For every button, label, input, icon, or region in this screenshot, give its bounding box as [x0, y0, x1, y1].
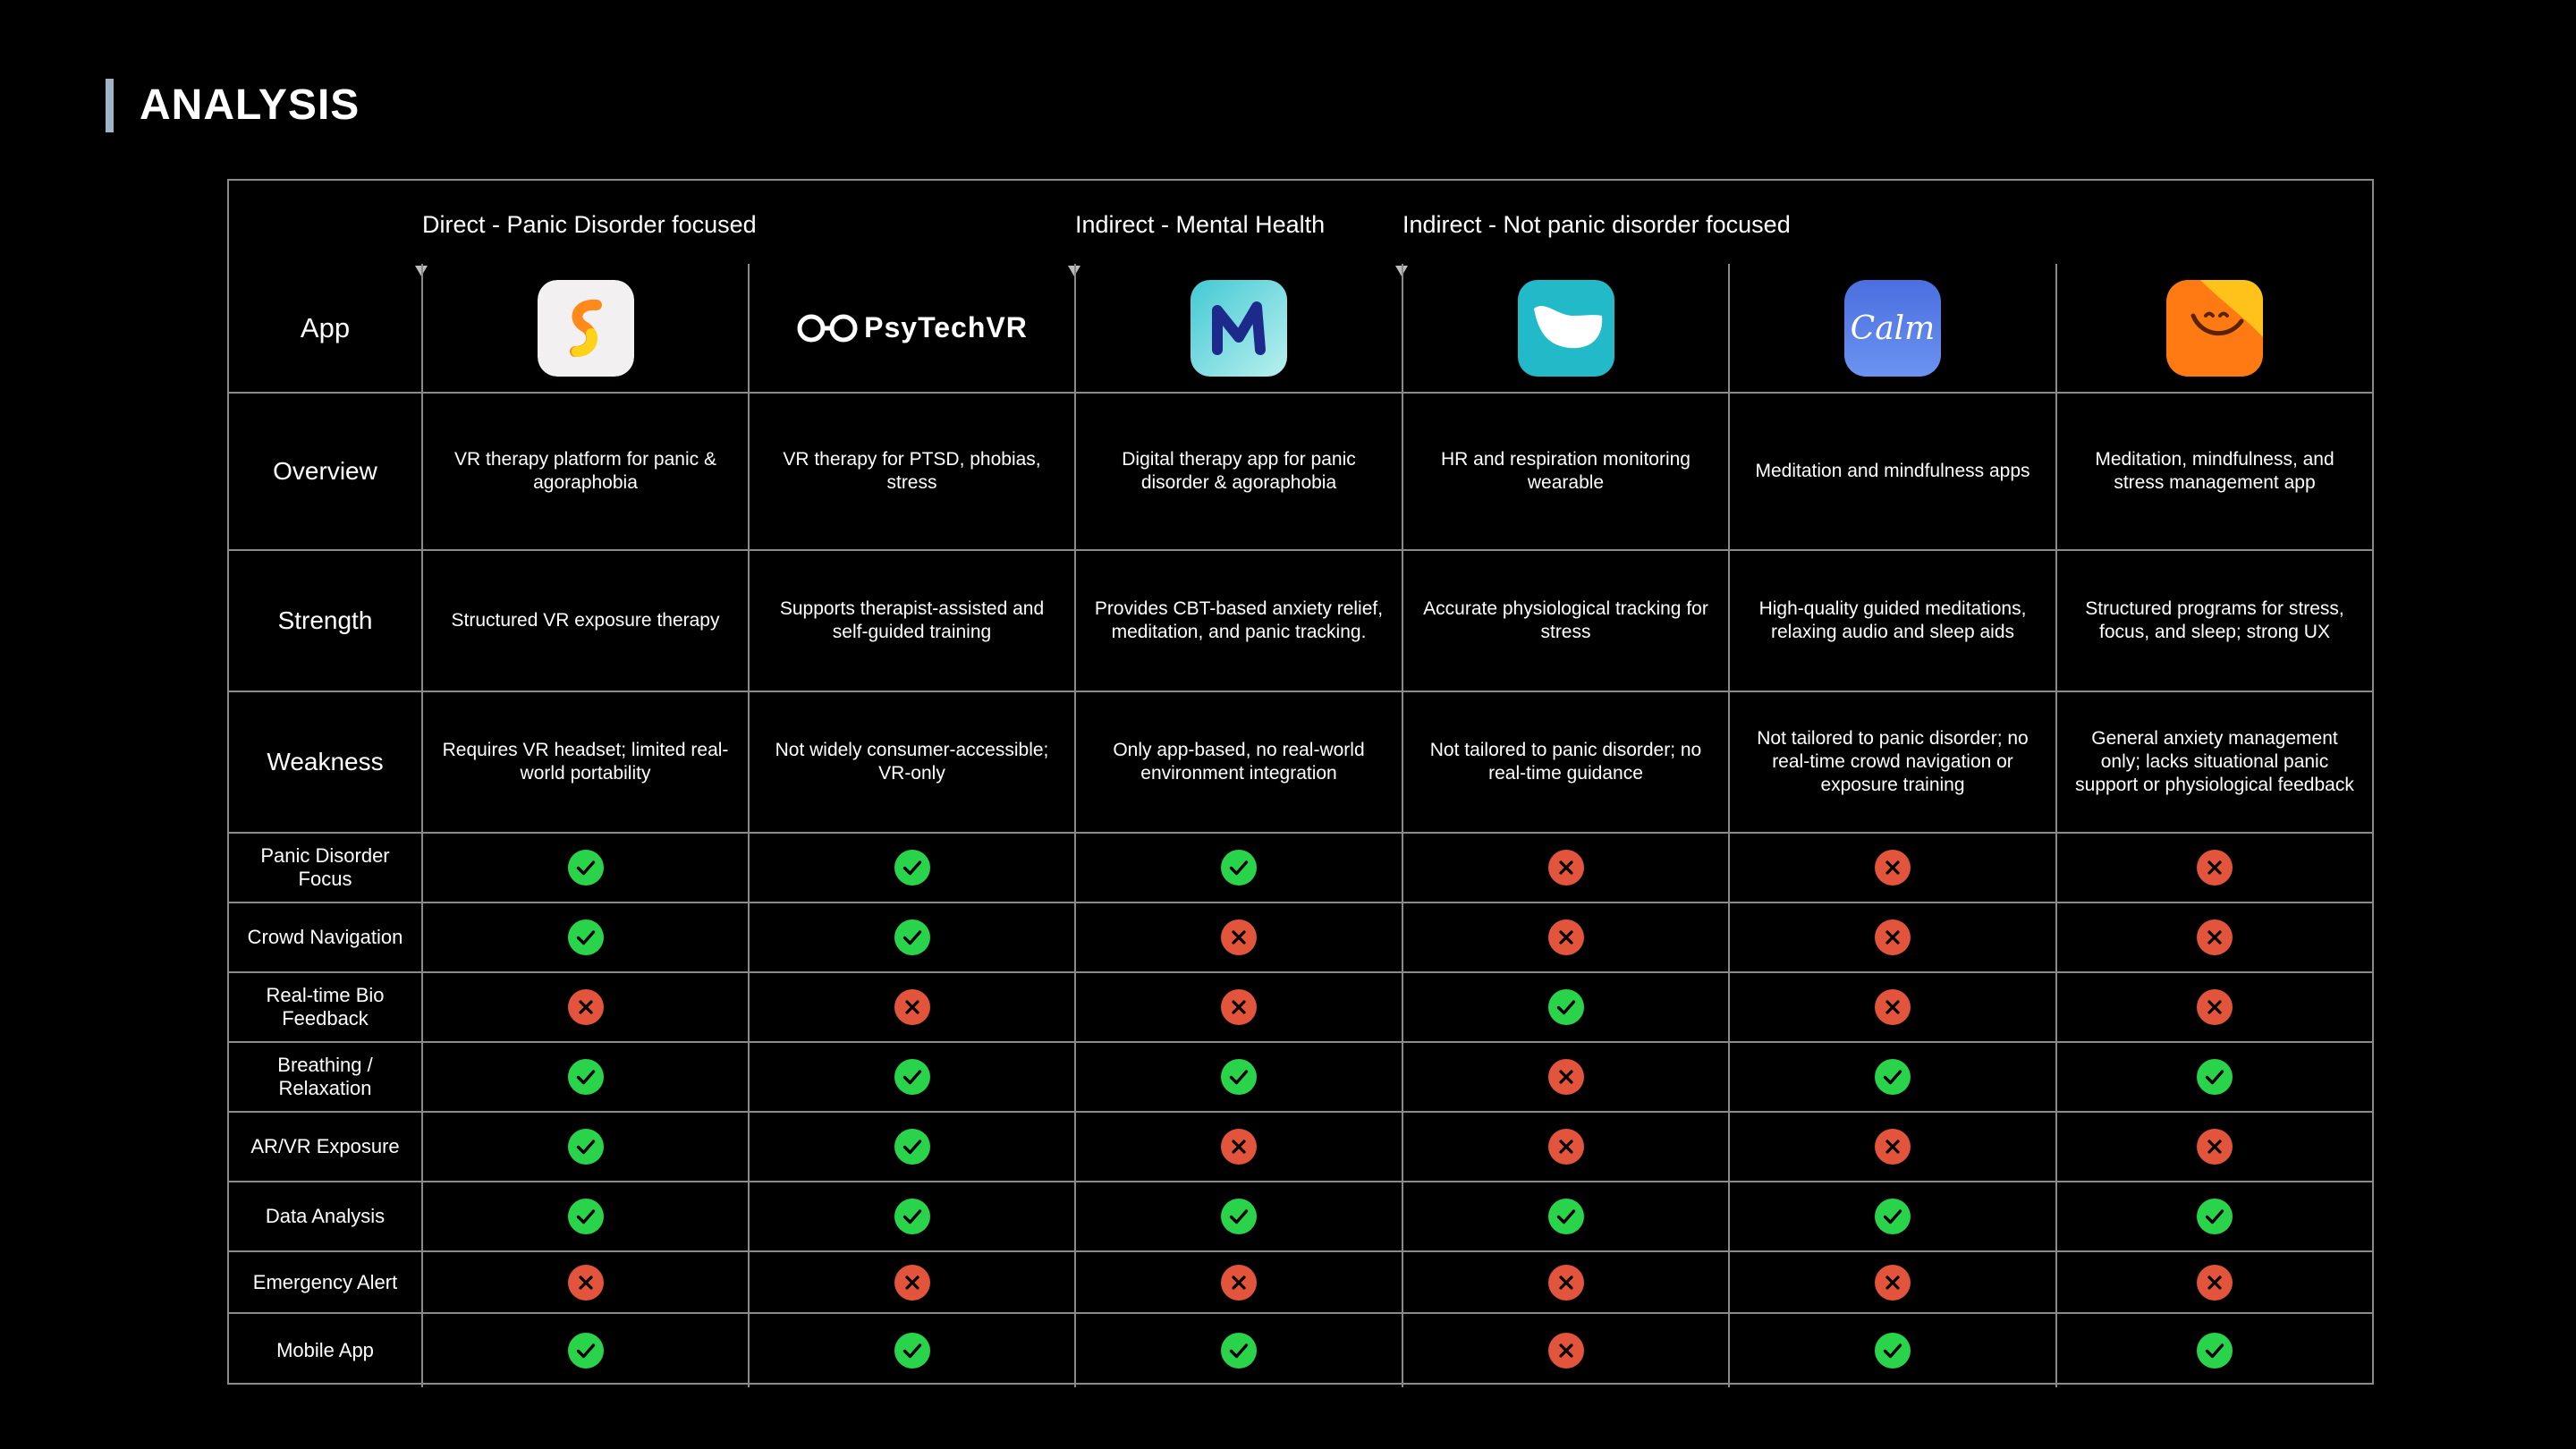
smile-app-icon: [2073, 280, 2356, 377]
cross-icon: [1221, 1265, 1257, 1301]
feature-label-cell: [229, 1313, 422, 1387]
feature-no-cell: [2056, 833, 2372, 902]
cell-text: Structured programs for stress, focus, and sleep; strong UX: [2085, 598, 2344, 642]
text-cell: [2056, 393, 2372, 550]
feature-no-cell: [422, 972, 749, 1042]
cross-icon: [568, 989, 604, 1025]
psytechvr-logo: [766, 311, 1058, 344]
feature-yes-cell: [1729, 1042, 2056, 1112]
check-icon: [568, 1333, 604, 1368]
feature-yes-cell: [2056, 1042, 2372, 1112]
text-cell: [1075, 393, 1402, 550]
title-accent-bar: [106, 79, 114, 132]
feature-yes-cell: [422, 1112, 749, 1182]
cross-icon: [1548, 1333, 1584, 1368]
row-strength: [229, 550, 2372, 691]
feature-no-cell: [2056, 902, 2372, 972]
cell-text: Meditation and mindfulness apps: [1755, 461, 2030, 481]
feature-yes-cell: [422, 902, 749, 972]
app-logo-cell: [2056, 264, 2372, 393]
feature-label: Real-time Bio Feedback: [266, 984, 385, 1030]
text-cell: [2056, 691, 2372, 833]
check-icon: [1548, 989, 1584, 1025]
vr-goggles-icon: [796, 313, 859, 343]
feature-no-cell: [1729, 972, 2056, 1042]
cross-icon: [1875, 989, 1911, 1025]
cell-text: Not widely consumer-accessible; VR-only: [775, 740, 1049, 784]
psytechvr-wordmark: PsyTechVR: [864, 311, 1028, 343]
cross-icon: [894, 989, 930, 1025]
text-cell: [422, 393, 749, 550]
feature-label-cell: [229, 972, 422, 1042]
app-logo-cell: [1402, 264, 1729, 393]
feature-yes-cell: [1075, 833, 1402, 902]
cross-icon: [2197, 850, 2233, 886]
category-indirect-not-panic: Indirect - Not panic disorder focused: [1402, 211, 1791, 238]
row-label: Strength: [277, 606, 373, 634]
cross-icon: [1221, 989, 1257, 1025]
feature-label-cell: [229, 1182, 422, 1251]
feature-label: Data Analysis: [265, 1205, 386, 1227]
check-icon: [1875, 1333, 1911, 1368]
feature-no-cell: [1729, 902, 2056, 972]
text-cell: [1729, 393, 2056, 550]
text-cell: [1075, 550, 1402, 691]
feature-yes-cell: [749, 1042, 1075, 1112]
check-icon: [568, 919, 604, 955]
feature-no-cell: [1729, 1251, 2056, 1313]
check-icon: [894, 850, 930, 886]
cross-icon: [1221, 1129, 1257, 1165]
feature-row: [229, 972, 2372, 1042]
feature-yes-cell: [749, 833, 1075, 902]
text-cell: [1402, 393, 1729, 550]
check-icon: [568, 1059, 604, 1095]
cross-icon: [1548, 850, 1584, 886]
cross-icon: [2197, 1265, 2233, 1301]
check-icon: [894, 1199, 930, 1234]
app-logo-cell: [422, 264, 749, 393]
check-icon: [1548, 1199, 1584, 1234]
app-logo-cell: [749, 264, 1075, 393]
row-label-cell: [229, 691, 422, 833]
app-logo-cell: [1075, 264, 1402, 393]
feature-label: Emergency Alert: [252, 1270, 398, 1293]
check-icon: [1221, 1199, 1257, 1234]
feature-no-cell: [749, 972, 1075, 1042]
cross-icon: [1548, 1265, 1584, 1301]
check-icon: [568, 1199, 604, 1234]
feature-yes-cell: [1729, 1182, 2056, 1251]
cross-icon: [1548, 1059, 1584, 1095]
feature-label: AR/VR Exposure: [250, 1135, 400, 1157]
cell-text: Digital therapy app for panic disorder & agoraphobia: [1122, 449, 1356, 493]
feature-no-cell: [1075, 902, 1402, 972]
cell-text: Requires VR headset; limited real-world portability: [442, 740, 729, 784]
text-cell: [749, 393, 1075, 550]
row-label-cell: [229, 550, 422, 691]
text-cell: [2056, 550, 2372, 691]
feature-yes-cell: [749, 1313, 1075, 1387]
feature-no-cell: [1402, 1042, 1729, 1112]
cell-text: Accurate physiological tracking for stress: [1423, 598, 1708, 642]
check-icon: [1875, 1199, 1911, 1234]
cell-text: VR therapy for PTSD, phobias, stress: [783, 449, 1041, 493]
header-row: [229, 264, 2372, 393]
row-label: Overview: [273, 457, 377, 485]
calm-app-icon: [1746, 280, 2039, 377]
feature-yes-cell: [749, 902, 1075, 972]
feature-row: [229, 1313, 2372, 1387]
feature-no-cell: [2056, 1112, 2372, 1182]
cell-text: General anxiety management only; lacks situational panic support or physiological feedback: [2075, 728, 2354, 795]
check-icon: [568, 1129, 604, 1165]
comparison-grid: [229, 264, 2372, 1387]
category-indirect-mental-health: Indirect - Mental Health: [1075, 211, 1326, 238]
check-icon: [1221, 1059, 1257, 1095]
cross-icon: [1221, 919, 1257, 955]
row-label-cell: [229, 393, 422, 550]
app-header-label: App: [300, 311, 351, 343]
feature-label: Mobile App: [276, 1339, 374, 1361]
feature-yes-cell: [2056, 1313, 2372, 1387]
feature-yes-cell: [749, 1112, 1075, 1182]
cross-icon: [2197, 1129, 2233, 1165]
cross-icon: [1875, 1265, 1911, 1301]
cross-icon: [1875, 919, 1911, 955]
feature-yes-cell: [1402, 972, 1729, 1042]
cross-icon: [2197, 989, 2233, 1025]
comparison-table: [227, 179, 2374, 1385]
cell-text: Structured VR exposure therapy: [451, 610, 720, 631]
feature-no-cell: [1729, 1112, 2056, 1182]
feature-no-cell: [1402, 1313, 1729, 1387]
feature-label: Crowd Navigation: [247, 926, 403, 948]
feature-yes-cell: [422, 833, 749, 902]
check-icon: [568, 850, 604, 886]
check-icon: [2197, 1059, 2233, 1095]
text-cell: [1729, 691, 2056, 833]
feature-row: [229, 1042, 2372, 1112]
text-cell: [422, 691, 749, 833]
feature-yes-cell: [1075, 1313, 1402, 1387]
feature-no-cell: [2056, 972, 2372, 1042]
check-icon: [894, 1333, 930, 1368]
check-icon: [1221, 850, 1257, 886]
feature-yes-cell: [422, 1042, 749, 1112]
cell-text: Not tailored to panic disorder; no real-time guidance: [1429, 740, 1702, 784]
row-overview: [229, 393, 2372, 550]
check-icon: [1875, 1059, 1911, 1095]
check-icon: [2197, 1333, 2233, 1368]
cross-icon: [894, 1265, 930, 1301]
cross-icon: [1548, 1129, 1584, 1165]
feature-yes-cell: [1075, 1182, 1402, 1251]
feature-no-cell: [1075, 972, 1402, 1042]
feature-no-cell: [422, 1251, 749, 1313]
row-label: Weakness: [267, 748, 384, 775]
cell-text: Supports therapist-assisted and self-guided training: [779, 598, 1045, 642]
feature-row: [229, 1112, 2372, 1182]
feature-yes-cell: [1075, 1042, 1402, 1112]
cell-text: Not tailored to panic disorder; no real-time crowd navigation or exposure training: [1757, 728, 2029, 795]
feature-yes-cell: [749, 1182, 1075, 1251]
cell-text: Provides CBT-based anxiety relief, meditation, and panic tracking.: [1094, 598, 1384, 642]
feature-yes-cell: [1402, 1182, 1729, 1251]
feature-yes-cell: [422, 1313, 749, 1387]
text-cell: [1402, 550, 1729, 691]
cross-icon: [568, 1265, 604, 1301]
feature-label-cell: [229, 833, 422, 902]
feature-yes-cell: [1729, 1313, 2056, 1387]
cross-icon: [1875, 850, 1911, 886]
s-swirl-app-icon: [439, 280, 732, 377]
feature-label-cell: [229, 902, 422, 972]
check-icon: [2197, 1199, 2233, 1234]
row-weakness: [229, 691, 2372, 833]
header-app-label-cell: [229, 264, 422, 393]
cell-text: High-quality guided meditations, relaxing audio and sleep aids: [1758, 598, 2027, 642]
text-cell: [749, 550, 1075, 691]
check-icon: [894, 1129, 930, 1165]
feature-no-cell: [1402, 1112, 1729, 1182]
cell-text: VR therapy platform for panic & agoraphobia: [454, 449, 716, 493]
feature-row: [229, 833, 2372, 902]
feature-yes-cell: [422, 1182, 749, 1251]
feature-no-cell: [1402, 902, 1729, 972]
cell-text: Meditation, mindfulness, and stress management app: [2095, 449, 2334, 493]
feature-row: [229, 902, 2372, 972]
feature-no-cell: [1075, 1112, 1402, 1182]
feature-no-cell: [2056, 1251, 2372, 1313]
feature-no-cell: [1402, 833, 1729, 902]
feature-no-cell: [1075, 1251, 1402, 1313]
cross-icon: [1548, 919, 1584, 955]
feature-label-cell: [229, 1112, 422, 1182]
cell-text: HR and respiration monitoring wearable: [1441, 449, 1690, 493]
check-icon: [894, 919, 930, 955]
feature-yes-cell: [2056, 1182, 2372, 1251]
text-cell: [1729, 550, 2056, 691]
text-cell: [422, 550, 749, 691]
feature-label-cell: [229, 1251, 422, 1313]
text-cell: [749, 691, 1075, 833]
feature-no-cell: [1402, 1251, 1729, 1313]
cross-icon: [1875, 1129, 1911, 1165]
feature-label: Breathing / Relaxation: [277, 1054, 373, 1099]
cross-icon: [2197, 919, 2233, 955]
text-cell: [1402, 691, 1729, 833]
cell-text: Only app-based, no real-world environment integration: [1113, 740, 1365, 784]
page-title: ANALYSIS: [140, 81, 360, 129]
feature-label-cell: [229, 1042, 422, 1112]
svg-text:Calm: Calm: [1850, 309, 1936, 347]
feature-row: [229, 1251, 2372, 1313]
feature-row: [229, 1182, 2372, 1251]
feature-no-cell: [1729, 833, 2056, 902]
feature-label: Panic Disorder Focus: [260, 844, 390, 890]
check-icon: [894, 1059, 930, 1095]
text-cell: [1075, 691, 1402, 833]
category-direct: Direct - Panic Disorder focused: [422, 211, 757, 238]
app-logo-cell: [1729, 264, 2056, 393]
check-icon: [1221, 1333, 1257, 1368]
m-letter-app-icon: [1092, 280, 1385, 377]
feature-no-cell: [749, 1251, 1075, 1313]
white-wave-app-icon: [1419, 280, 1712, 377]
